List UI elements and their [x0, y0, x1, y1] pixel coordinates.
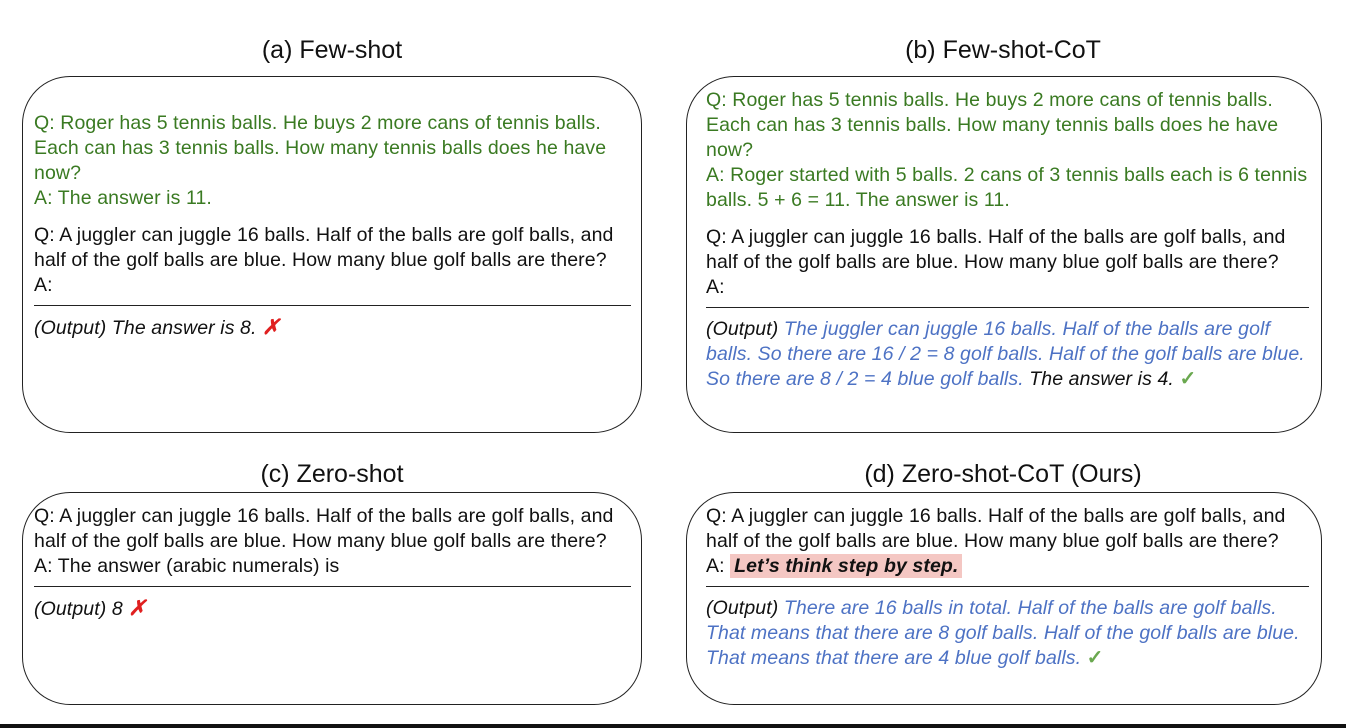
panel-a-example-question: Q: Roger has 5 tennis balls. He buys 2 more cans of tennis balls. Each can has 3 tennis balls. How many tennis balls does he have now? — [34, 112, 607, 184]
correct-mark-icon: ✓ — [1179, 368, 1197, 390]
panel-d-trigger-phrase: Let’s think step by step. — [730, 554, 962, 578]
panel-b-answer-prefix: A: — [706, 276, 725, 298]
panel-a-example-answer: A: The answer is 11. — [34, 187, 212, 209]
panel-a-output — [34, 315, 631, 341]
panel-a-output-label: (Output) — [34, 317, 107, 339]
panel-d-box — [686, 492, 1322, 705]
panel-d-title: (d) Zero-shot-CoT (Ours) — [864, 460, 1142, 488]
correct-mark-icon: ✓ — [1086, 647, 1104, 669]
panel-d-answer-line — [706, 554, 1309, 579]
panel-b-box — [686, 76, 1322, 433]
panel-a-question: Q: A juggler can juggle 16 balls. Half of the balls are golf balls, and half of the golf balls are blue. How many blue golf balls are there? — [34, 224, 614, 271]
panel-a-answer-prefix: A: — [34, 274, 53, 296]
panel-c-title: (c) Zero-shot — [260, 460, 404, 488]
panel-a-box — [22, 76, 642, 433]
panel-d-output-label: (Output) — [706, 597, 779, 619]
panel-c-output-text: 8 — [111, 598, 123, 620]
panel-c-answer-prefix: A: The answer (arabic numerals) is — [34, 555, 340, 577]
panel-b-question: Q: A juggler can juggle 16 balls. Half of the balls are golf balls, and half of the golf balls are blue. How many blue golf balls are there? — [706, 226, 1286, 273]
panel-c-output-label: (Output) — [34, 598, 107, 620]
panel-a-title: (a) Few-shot — [261, 36, 403, 64]
panel-b-divider — [706, 307, 1309, 308]
panel-b-output-answer: The answer is 4. — [1029, 368, 1174, 390]
panel-b-output-reasoning: The juggler can juggle 16 balls. Half of the balls are golf balls. So there are 16 / 2 = 8 golf balls. Half of the golf balls are blue. So there are 8 / 2 = 4 blue golf balls. — [706, 318, 1305, 390]
wrong-mark-icon: ✗ — [262, 316, 280, 339]
panel-b-example-answer: A: Roger started with 5 balls. 2 cans of 3 tennis balls each is 6 tennis balls. 5 + 6 = 11. The answer is 11. — [706, 164, 1308, 211]
panel-d-divider — [706, 586, 1309, 587]
panel-b-output-label: (Output) — [706, 318, 779, 340]
panel-d-question: Q: A juggler can juggle 16 balls. Half of the balls are golf balls, and half of the golf balls are blue. How many blue golf balls are there? — [706, 505, 1286, 552]
panel-c-question: Q: A juggler can juggle 16 balls. Half of the balls are golf balls, and half of the golf balls are blue. How many blue golf balls are there? — [34, 505, 614, 552]
panel-d-answer-prefix: A: — [706, 555, 725, 577]
panel-b-title: (b) Few-shot-CoT — [905, 36, 1101, 64]
panel-c-output — [34, 596, 631, 622]
panel-d-output-reasoning: There are 16 balls in total. Half of the balls are golf balls. That means that there are 8 golf balls. Half of the golf balls are blue. That means that there are 4 blue golf balls. — [706, 597, 1300, 669]
wrong-mark-icon: ✗ — [128, 597, 147, 620]
panel-b-example-question: Q: Roger has 5 tennis balls. He buys 2 more cans of tennis balls. Each can has 3 tennis balls. How many tennis balls does he have now? — [706, 89, 1279, 161]
panel-c-box — [22, 492, 642, 705]
panel-a-divider — [34, 305, 631, 306]
panel-a-output-text: The answer is 8. — [111, 317, 257, 339]
panel-b-output — [706, 317, 1309, 392]
panel-c-divider — [34, 586, 631, 587]
panel-d-output — [706, 596, 1309, 671]
